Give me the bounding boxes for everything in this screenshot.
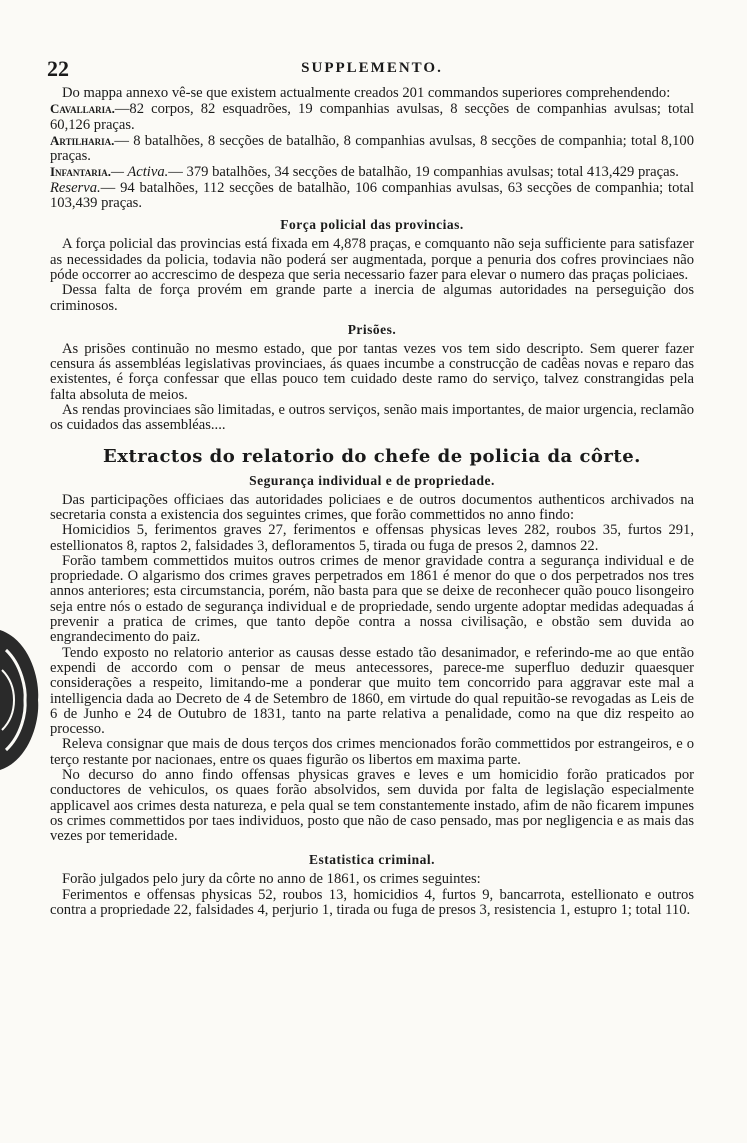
item-label: Reserva.: [50, 179, 101, 196]
intro-item-reserva: [50, 181, 694, 212]
paragraph: Forão tambem commettidos muitos outros crimes de menor gravidade contra a segurança individual e de propriedade. O algarismo dos crimes graves perpetrados em 1861 é menor do que o dos perpetrados nos tres annos anteriores; esta circumstancia, porém, não basta para que se deixe de reconhecer quão pouco lisongeiro seja entre nós o estado de segurança individual e de propriedade, sendo urgente adoptar medidas adequadas á prevenir a pratica de crimes, que tanto depõe contra a nossa civilisação, e obstão sem duvida ao engrandecimento do paiz.: [50, 552, 694, 646]
paragraph: Tendo exposto no relatorio anterior as causas desse estado tão desanimador, e referindo-me ao que então expendi de accordo com o pensar de meus antecessores, parece-me superfluo deduzir quaesquer considerações a respeito, limitando-me a ponderar que muito tem concorrido para aggravar este mal a intelligencia dada ao Decreto de 4 de Setembro de 1860, em virtude do qual repuitão-se revogadas as Leis de 6 de Junho e 24 de Outubro de 1831, tanto na parte relativa a penalidade, como na que diz respeito ao processo.: [50, 644, 694, 738]
item-text: — 94 batalhões, 112 secções de batalhão, 106 companhias avulsas, 63 secções de companhia; total 103,439 praças.: [50, 179, 694, 212]
section-heading-forca-policial: Força policial das provincias.: [280, 217, 464, 233]
paragraph: No decurso do anno findo offensas physicas graves e leves e um homicidio forão praticados por conductores de vehiculos, os quaes forão absolvidos, sem duvida por falta de legislação especialmente applicavel aos crimes desta natureza, e pela qual se tem constantemente instado, afim de não ficarem impunes os crimes commettidos por taes individuos, posto que não de caso pensado, mas por negligencia e as mais das vezes por temeridade.: [50, 766, 694, 845]
item-text: — 8 batalhões, 8 secções de batalhão, 8 companhias avulsas, 8 secções de companhia; total 8,100 praças.: [50, 132, 694, 165]
item-italic: — Activa.: [110, 164, 169, 181]
paragraph: As prisões continuão no mesmo estado, que por tantas vezes vos tem sido descripto. Sem querer fazer censura ás assembléas legislativas provinciaes, ás quaes incumbe a construcção de cadêas novas e reparo das existentes, é força confessar que ellas pouco tem cuidado deste ramo do serviço, talvez constrangidas pela falta absoluta de meios.: [50, 340, 694, 403]
paragraph: Forão julgados pelo jury da côrte no anno de 1861, os crimes seguintes:: [62, 871, 481, 888]
item-label: Artilharia.: [50, 132, 115, 148]
item-label: Cavallaria.: [50, 101, 115, 117]
intro-paragraph: Do mappa annexo vê-se que existem actualmente creados 201 commandos superiores comprehendendo:: [62, 85, 671, 101]
item-text: — 379 batalhões, 34 secções de batalhão, 19 companhias avulsas; total 413,429 praças.: [168, 164, 679, 181]
book-binding-edge: [0, 620, 48, 780]
running-title: SUPPLEMENTO.: [301, 60, 443, 76]
paragraph: Das participações officiaes das autoridades policiaes e de outros documentos authenticos archivados na secretaria consta a existencia dos seguintes crimes, que forão commettidos no anno findo:: [50, 491, 694, 523]
section-heading-estatistica: Estatistica criminal.: [309, 852, 435, 868]
intro-item-infantaria: [50, 164, 694, 180]
page-header: [47, 56, 694, 86]
intro-item-artilharia: [50, 133, 694, 165]
paragraph: A força policial das provincias está fixada em 4,878 praças, e comquanto não seja sufficiente para satisfazer as necessidades da policia, todavia não poderá ser augmentada, porque a penuria dos cofres provinciaes não póde occorrer ao accrescimo de despeza que seria necessario fazer para elevar o numero das praças policiaes.: [50, 236, 694, 283]
paragraph: Dessa falta de força provém em grande parte a inercia de algumas autoridades na perseguição dos criminosos.: [50, 282, 694, 314]
paragraph: Homicidios 5, ferimentos graves 27, ferimentos e offensas physicas leves 282, roubos 35, furtos 291, estellionatos 8, raptos 2, falsidades 3, defloramentos 5, tirada ou fuga de presos 2, damnos 22.: [50, 522, 694, 554]
paragraph: Releva consignar que mais de dous terços dos crimes mencionados forão commettidos por estrangeiros, e o terço restante por nacionaes, entre os quaes figurão os libertos em maxima parte.: [50, 736, 694, 768]
page-number: 22: [47, 56, 69, 81]
paragraph: As rendas provinciaes são limitadas, e outros serviços, senão mais importantes, de maior urgencia, reclamão os cuidados das assembléas....: [50, 402, 694, 434]
item-label: Infantaria.: [50, 164, 111, 180]
item-text: —82 corpos, 82 esquadrões, 19 companhias avulsas, 8 secções de companhias avulsas; total 60,126 praças.: [50, 101, 694, 133]
chapter-heading-extractos: Extractos do relatorio do chefe de policia da côrte.: [103, 445, 641, 467]
page: [47, 56, 694, 919]
intro-item-cavallaria: [50, 101, 694, 133]
section-heading-prisoes: Prisões.: [347, 321, 397, 337]
paragraph: Ferimentos e offensas physicas 52, roubos 13, homicidios 4, furtos 9, bancarrota, estellionato e outros contra a propriedade 22, falsidades 4, perjurio 1, tirada ou fuga de presos 3, resistencia 1, estupro 1; total 110.: [50, 886, 694, 919]
section-heading-seguranca: Segurança individual e de propriedade.: [249, 472, 495, 488]
